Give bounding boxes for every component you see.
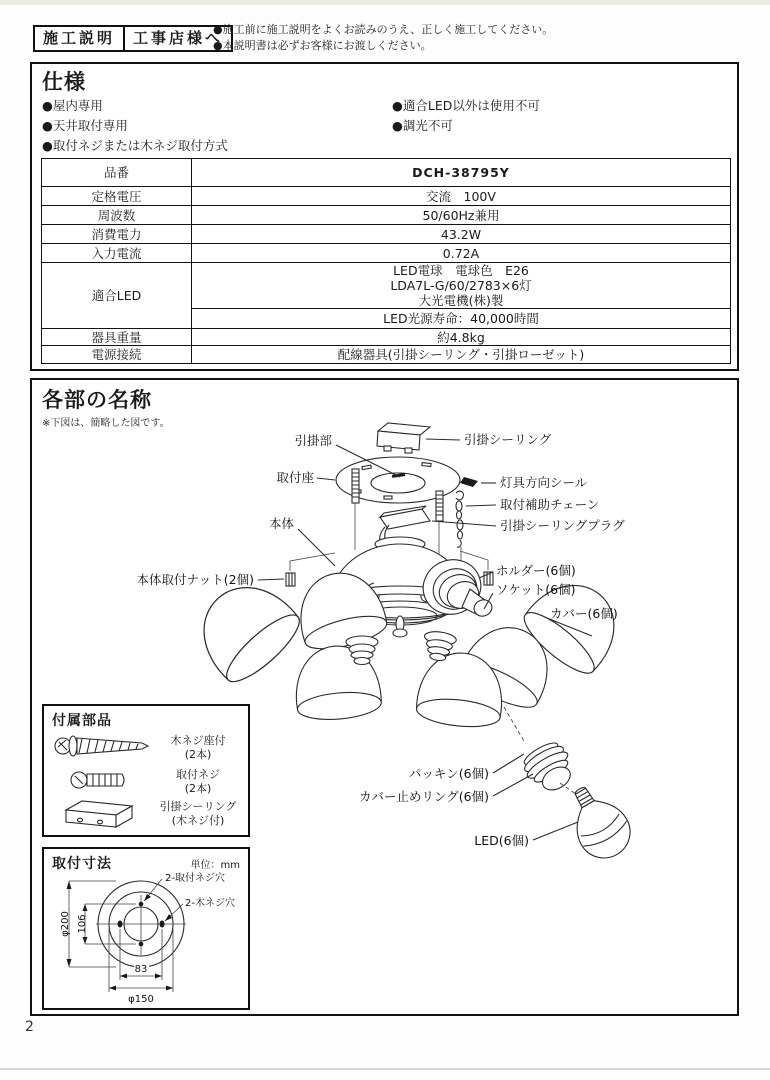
spec-value: 配線器具(引掛シーリング・引掛ローゼット)	[192, 346, 731, 364]
wood-screw-hole	[118, 921, 123, 928]
packing-ring-drawing	[518, 737, 580, 799]
accessory-qty: (2本)	[184, 748, 212, 761]
dimensions-title: 取付寸法	[52, 856, 112, 872]
spec-table	[41, 158, 731, 364]
led-line: LED電球 電球色 E26	[393, 263, 529, 278]
spec-label: 適合LED	[42, 263, 192, 329]
part-label: LED(6個)	[474, 833, 529, 848]
spec-label: 電源接続	[42, 346, 192, 364]
part-label: 引掛シーリング	[464, 432, 552, 447]
spec-section	[30, 62, 739, 371]
part-label: ソケット(6個)	[496, 582, 576, 597]
spec-bullet: ●取付ネジまたは木ネジ取付方式	[42, 138, 228, 153]
spec-value: 0.72A	[192, 244, 731, 263]
led-line: LDA7L-G/60/2783×6灯	[390, 278, 532, 293]
part-label: 本体	[268, 516, 294, 531]
spec-row-model	[42, 159, 731, 187]
label-hook-ceiling	[426, 432, 552, 447]
spec-value-led	[192, 263, 731, 309]
accessory-item	[152, 734, 244, 762]
dimensions-box	[42, 847, 250, 1010]
accessory-name: 引掛シーリング	[159, 800, 237, 813]
part-label: カバー(6個)	[550, 606, 618, 621]
accessory-name: 木ネジ座付	[170, 734, 226, 747]
label-body-nut	[137, 572, 284, 587]
mounting-screw-icon	[70, 770, 130, 790]
accessory-qty: (2本)	[184, 782, 212, 795]
spec-value: 約4.8kg	[192, 329, 731, 346]
dim-outer: φ200	[60, 911, 71, 937]
part-label: カバー止めリング(6個)	[359, 789, 489, 804]
model-number: DCH-38795Y	[192, 159, 731, 187]
part-label: ホルダー(6個)	[496, 563, 576, 578]
spec-row	[42, 206, 731, 225]
dim-wood: 83	[134, 964, 148, 975]
header-note-line: ●施工前に施工説明をよくお読みのうえ、正しく施工してください。	[213, 23, 554, 36]
label-aux-chain	[466, 497, 599, 512]
label-direction-seal	[481, 475, 588, 490]
dimensions-drawing	[44, 849, 248, 1008]
accessories-title: 付属部品	[52, 713, 112, 729]
accessory-name: 取付ネジ	[176, 768, 220, 781]
spec-row-led	[42, 263, 731, 309]
part-label: 灯具方向シール	[500, 475, 588, 490]
parts-note: ※下図は、簡略した図です。	[42, 418, 170, 429]
wood-screw-icon	[54, 734, 150, 758]
spec-row	[42, 329, 731, 346]
spec-bullet: ●天井取付専用	[42, 118, 128, 133]
badge-to-dealer: 工事店様へ	[123, 25, 233, 52]
label-packing	[409, 754, 524, 781]
spec-value: 50/60Hz兼用	[192, 206, 731, 225]
accessory-item	[152, 800, 244, 828]
dim-middle: φ150	[128, 994, 154, 1005]
accessories-box	[42, 704, 250, 837]
header-badges	[33, 25, 233, 52]
header-notes	[213, 22, 553, 54]
hook-ceiling-drawing	[377, 423, 430, 453]
wood-hole-label: 2-木ネジ穴	[185, 898, 235, 909]
spec-label: 品番	[42, 159, 192, 187]
mount-screw-hole	[139, 942, 144, 947]
spec-label: 消費電力	[42, 225, 192, 244]
spec-label: 器具重量	[42, 329, 192, 346]
page-number: 2	[25, 1019, 34, 1035]
spec-label: 定格電圧	[42, 187, 192, 206]
mount-hole-label: 2-取付ネジ穴	[165, 873, 225, 884]
spec-bullet: ●屋内専用	[42, 98, 103, 113]
spec-bullet: ●適合LED以外は使用不可	[392, 98, 540, 113]
spec-value: LED光源寿命：40,000時間	[192, 309, 731, 329]
parts-title: 各部の名称	[42, 388, 152, 412]
spec-label: 入力電流	[42, 244, 192, 263]
part-label: 引掛部	[294, 433, 332, 448]
spec-label: 周波数	[42, 206, 192, 225]
led-line: 大光電機(株)製	[418, 293, 504, 308]
mount-screw-hole	[139, 902, 144, 907]
header-note-line: ●本説明書は必ずお客様にお渡しください。	[213, 39, 432, 52]
part-label: 本体取付ナット(2個)	[136, 572, 254, 587]
accessory-item	[152, 768, 244, 796]
label-mount-base	[276, 470, 335, 485]
spec-row	[42, 244, 731, 263]
led-bulb-drawing	[557, 776, 640, 867]
part-label: パッキン(6個)	[408, 766, 489, 781]
page-top-edge	[0, 0, 770, 5]
parts-section	[30, 378, 739, 1016]
spec-row	[42, 346, 731, 364]
spec-title: 仕様	[42, 70, 86, 94]
dimensions-unit: 単位：mm	[190, 860, 240, 871]
spec-row	[42, 187, 731, 206]
page-bottom-edge	[0, 1068, 770, 1070]
direction-seal-mark	[460, 477, 478, 487]
dim-mount: 106	[77, 914, 88, 934]
accessory-qty: (木ネジ付)	[171, 814, 225, 827]
badge-installation-instructions: 施工説明	[33, 25, 125, 52]
part-label: 取付補助チェーン	[500, 497, 600, 512]
spec-value: 交流 100V	[192, 187, 731, 206]
hook-ceiling-accessory-icon	[60, 798, 138, 830]
explode-line	[504, 707, 524, 741]
part-label: 取付座	[276, 470, 314, 485]
spec-row	[42, 225, 731, 244]
wood-screw-hole	[160, 921, 165, 928]
label-led	[474, 822, 578, 848]
spec-value: 43.2W	[192, 225, 731, 244]
aux-chain-drawing	[456, 491, 463, 547]
part-label: 引掛シーリングプラグ	[500, 518, 625, 533]
spec-bullet: ●調光不可	[392, 118, 453, 133]
